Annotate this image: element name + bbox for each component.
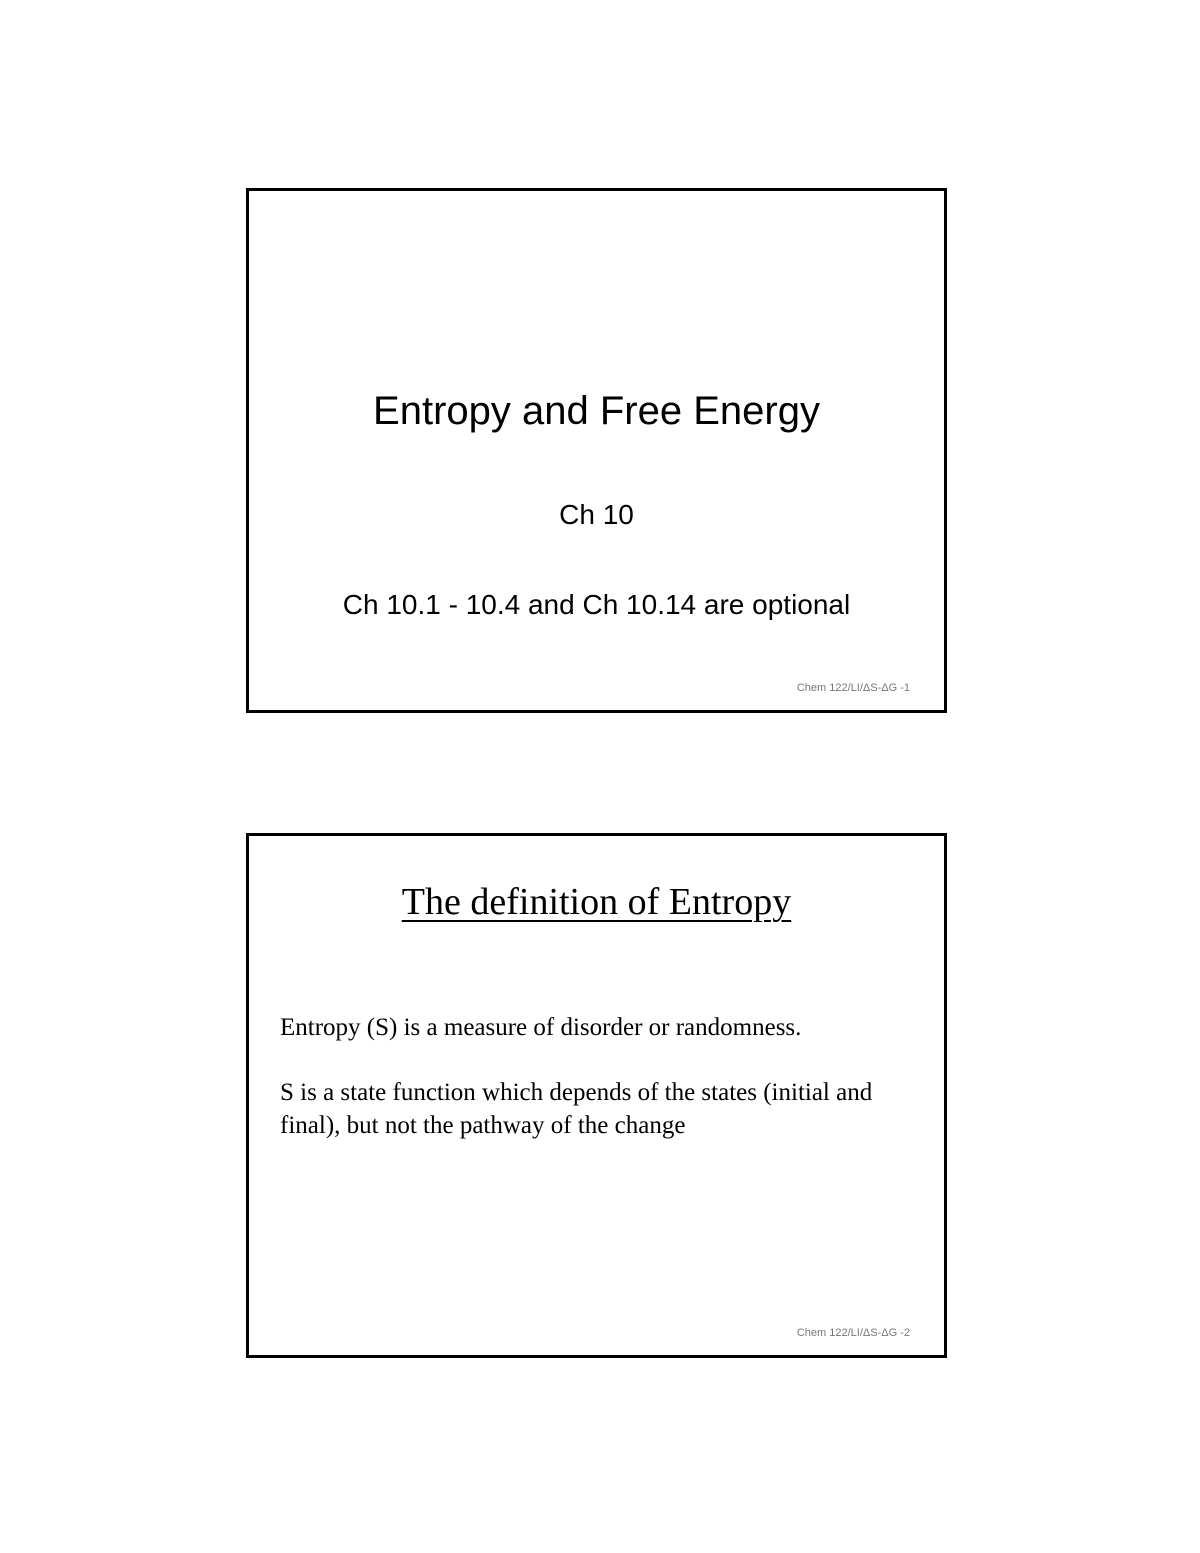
slide-footer: Chem 122/LI/ΔS-ΔG -2	[796, 1327, 910, 1339]
slide-title	[249, 880, 944, 924]
slide-1	[246, 188, 947, 713]
slide-footer: Chem 122/LI/ΔS-ΔG -1	[796, 682, 910, 694]
body-paragraph: S is a state function which depends of the states (initial and final), but not the pathway of the change	[280, 1079, 873, 1139]
slide-note: Ch 10.1 - 10.4 and Ch 10.14 are optional	[342, 589, 851, 620]
slide-2	[246, 833, 947, 1358]
body-paragraph: Entropy (S) is a measure of disorder or randomness.	[280, 1014, 802, 1041]
slide-subtitle: Ch 10	[559, 499, 634, 530]
slide-title: Entropy and Free Energy	[373, 389, 820, 433]
slide-title-text: The definition of Entropy	[401, 881, 792, 923]
